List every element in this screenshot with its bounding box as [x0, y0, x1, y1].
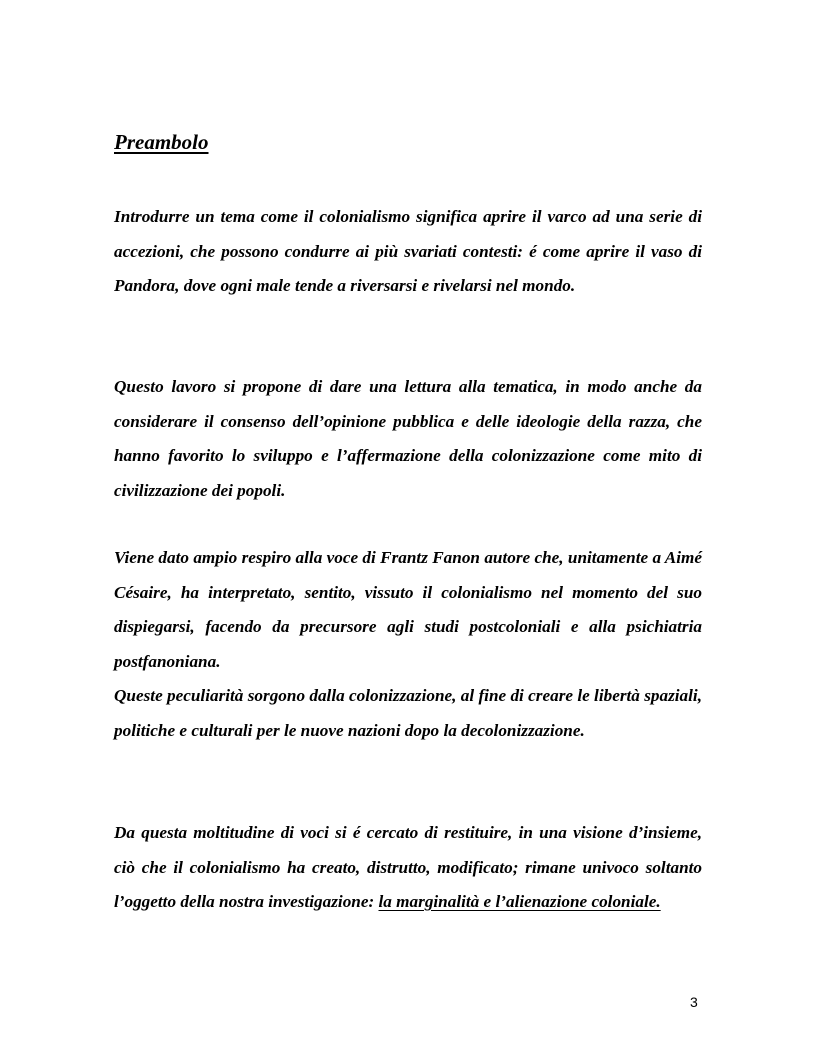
paragraph-work-purpose: Questo lavoro si propone di dare una lettura alla tematica, in modo anche da considerare il consenso dell’opinione pubblica e delle ideologie della razza, che hanno favorito lo sviluppo e l’affermazione della colonizzazione come mito di civilizzazione dei popoli.	[114, 377, 702, 500]
conclusion-text: Da questa moltitudine di voci si é cercato di restituire, in una visione d’insieme, ciò che il colonialismo ha creato, distrutto, modificato; rimane univoco soltanto l’oggetto della nostra investigazione:	[114, 823, 702, 911]
paragraph-conclusion	[114, 816, 702, 920]
page-number: 3	[690, 994, 698, 1010]
paragraph-intro: Introdurre un tema come il colonialismo significa aprire il varco ad una serie di accezioni, che possono condurre ai più svariati contesti: é come aprire il vaso di Pandora, dove ogni male tende a riversarsi e rivelarsi nel mondo.	[114, 207, 702, 295]
page-title: Preambolo	[114, 130, 209, 154]
conclusion-underlined-text: la marginalità e l’alienazione coloniale.	[378, 892, 661, 911]
paragraph-peculiarities: Queste peculiarità sorgono dalla colonizzazione, al fine di creare le libertà spaziali, politiche e culturali per le nuove nazioni dopo la decolonizzazione.	[114, 686, 702, 740]
paragraph-fanon: Viene dato ampio respiro alla voce di Frantz Fanon autore che, unitamente a Aimé Césaire, ha interpretato, sentito, vissuto il colonialismo nel momento del suo dispiegarsi, facendo da precursore agli studi postcoloniali e alla psichiatria postfanoniana.	[114, 548, 702, 671]
